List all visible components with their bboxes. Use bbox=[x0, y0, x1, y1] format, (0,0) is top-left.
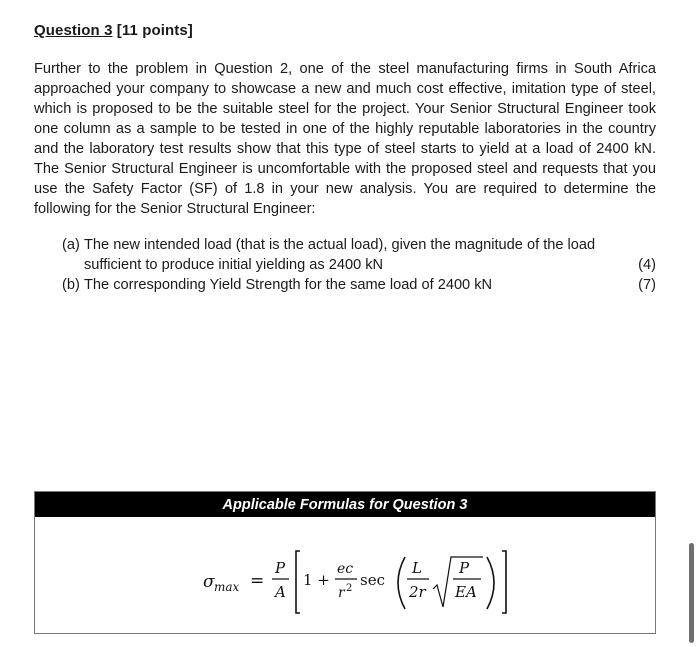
denominator-r: r bbox=[338, 585, 345, 601]
one-plus: 1 + bbox=[303, 571, 330, 589]
formula-box bbox=[34, 491, 656, 634]
sec-function: sec bbox=[360, 571, 385, 589]
right-bracket bbox=[502, 551, 506, 613]
left-bracket bbox=[296, 551, 300, 613]
right-paren bbox=[487, 557, 494, 609]
part-a-text-line2: sufficient to produce initial yielding as 2400 kN bbox=[84, 257, 384, 273]
denominator-2r: 2r bbox=[409, 583, 426, 601]
question-paragraph: Further to the problem in Question 2, one of the steel manufacturing firms in South Africa approached your company to showcase a new and much cost effective, imitation type of steel, which is proposed to be the suitable steel for the project. Your Senior Structural Engineer took one column as a sample to be tested in one of the highly reputable laboratories in the country and the laboratory test results show that this type of steel starts to yield at a load of 2400 kN. The Senior Structural Engineer is uncomfortable with the proposed steel and requests that you use the Safety Factor (SF) of 1.8 in your new analysis. You are required to determine the following for the Senior Structural Engineer: bbox=[34, 61, 656, 217]
question-number: Question 3 bbox=[34, 22, 113, 39]
question-heading bbox=[34, 22, 193, 39]
formula-heading: Applicable Formulas for Question 3 bbox=[35, 492, 655, 517]
sigma-subscript: max bbox=[214, 580, 240, 594]
r-exponent: 2 bbox=[346, 583, 353, 594]
numerator-P-sqrt: P bbox=[459, 559, 470, 577]
part-b-label: (b) bbox=[62, 277, 80, 293]
secant-formula bbox=[35, 517, 655, 633]
question-parts bbox=[62, 235, 656, 295]
part-a-text-line1: The new intended load (that is the actual load), given the magnitude of the load bbox=[84, 237, 596, 253]
denominator-A: A bbox=[275, 583, 286, 601]
scrollbar[interactable] bbox=[689, 543, 694, 643]
part-b-marks: (7) bbox=[638, 277, 656, 293]
part-a-label: (a) bbox=[62, 237, 80, 253]
numerator-P: P bbox=[275, 559, 286, 577]
part-b-text: The corresponding Yield Strength for the same load of 2400 kN bbox=[84, 277, 493, 293]
numerator-L: L bbox=[412, 559, 422, 577]
question-points: [11 points] bbox=[116, 22, 193, 39]
formula-area bbox=[35, 517, 655, 633]
part-a-marks: (4) bbox=[638, 257, 656, 273]
part-a bbox=[62, 235, 656, 275]
left-paren bbox=[398, 557, 405, 609]
part-b bbox=[62, 275, 656, 295]
denominator-EA: EA bbox=[455, 583, 477, 601]
numerator-ec: ec bbox=[337, 561, 354, 577]
sigma-symbol: σ bbox=[203, 572, 215, 592]
equals-sign: = bbox=[250, 571, 265, 591]
